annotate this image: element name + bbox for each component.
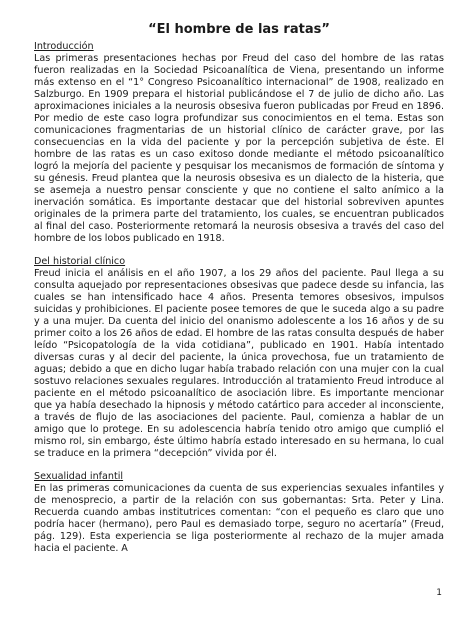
page-number: 1	[436, 588, 442, 598]
paragraph: Freud inicia el análisis en el año 1907, a los 29 años del paciente. Paul llega a su consulta aquejado por representaciones obsesivas que padece desde su infancia, las cuales se han intensificado hace 4 años. Presenta temores obsesivos, impulsos suicidas y prohibiciones. El paciente posee temores de que le suceda algo a su padre y a una mujer. Da cuenta del inicio del onanismo adolescente a los 16 años y de su primer coito a los 26 años de edad. El hombre de las ratas consulta después de haber leído “Psicopatología de la vida cotidiana”, publicado en 1901. Había intentado diversas curas y al decir del paciente, la única provechosa, fue un tratamiento de aguas; debido a que en dicho lugar había trabado relación con una mujer con la cual sostuvo relaciones sexuales regulares. Introducción al tratamiento Freud introduce al paciente en el método psicoanalítico de asociación libre. Es importante mencionar que ya había desechado la hipnosis y método catártico para acceder al inconsciente, a través de flujo de las asociaciones del paciente. Paul, comienza a hablar de un amigo que lo protege. En su adolescencia habría tenido otro amigo que cumplió el mismo rol, sin embargo, éste último habría estado interesado en su hermana, lo cual se traduce en la primera “decepción” vivida por él.	[34, 268, 444, 459]
section-heading: Introducción	[34, 41, 94, 52]
section-heading: Del historial clínico	[34, 256, 126, 267]
document-title: “El hombre de las ratas”	[148, 22, 330, 37]
section-introduccion	[34, 41, 444, 245]
document-page	[34, 22, 444, 566]
section-historial-clinico	[34, 256, 444, 460]
paragraph: En las primeras comunicaciones da cuenta de sus experiencias sexuales infantiles y de menosprecio, a partir de la relación con sus gobernantas: Srta. Peter y Lina. Recuerda cuando ambas institutrices comentan: “con el pequeño es claro que uno podría hacer (hermano), pero Paul es demasiado torpe, seguro no acertaría” (Freud, pág. 129). Esta experiencia se liga posteriormente al rechazo de la mujer amada hacia el paciente. A	[34, 483, 444, 554]
section-sexualidad-infantil	[34, 471, 444, 555]
section-heading: Sexualidad infantil	[34, 471, 124, 482]
paragraph: Las primeras presentaciones hechas por Freud del caso del hombre de las ratas fueron realizadas en la Sociedad Psicoanalítica de Viena, presentando un informe más extenso en el “1° Congreso Psicoanalítico internacional” de 1908, realizado en Salzburgo. En 1909 prepara el historial publicándose el 7 de julio de dicho año. Las aproximaciones iniciales a la neurosis obsesiva fueron publicadas por Freud en 1896. Por medio de este caso logra profundizar sus conocimientos en el tema. Estas son comunicaciones fragmentarias de un historial clínico de carácter grave, por las consecuencias en la vida del paciente y por la percepción subjetiva de éste. El hombre de las ratas es un caso exitoso donde mediante el método psicoanalítico logró la mejoría del paciente y pesquisar los mecanismos de formación de síntoma y su génesis. Freud plantea que la neurosis obsesiva es un dialecto de la histeria, que se asemeja a nuestro pensar consciente y que no contiene el salto anímico a la inervación somática. Es importante destacar que del historial sobreviven apuntes originales de la primera parte del tratamiento, los cuales, se encuentran publicados al final del caso. Posteriormente retomará la neurosis obsesiva a través del caso del hombre de los lobos publicado en 1918.	[34, 53, 444, 244]
